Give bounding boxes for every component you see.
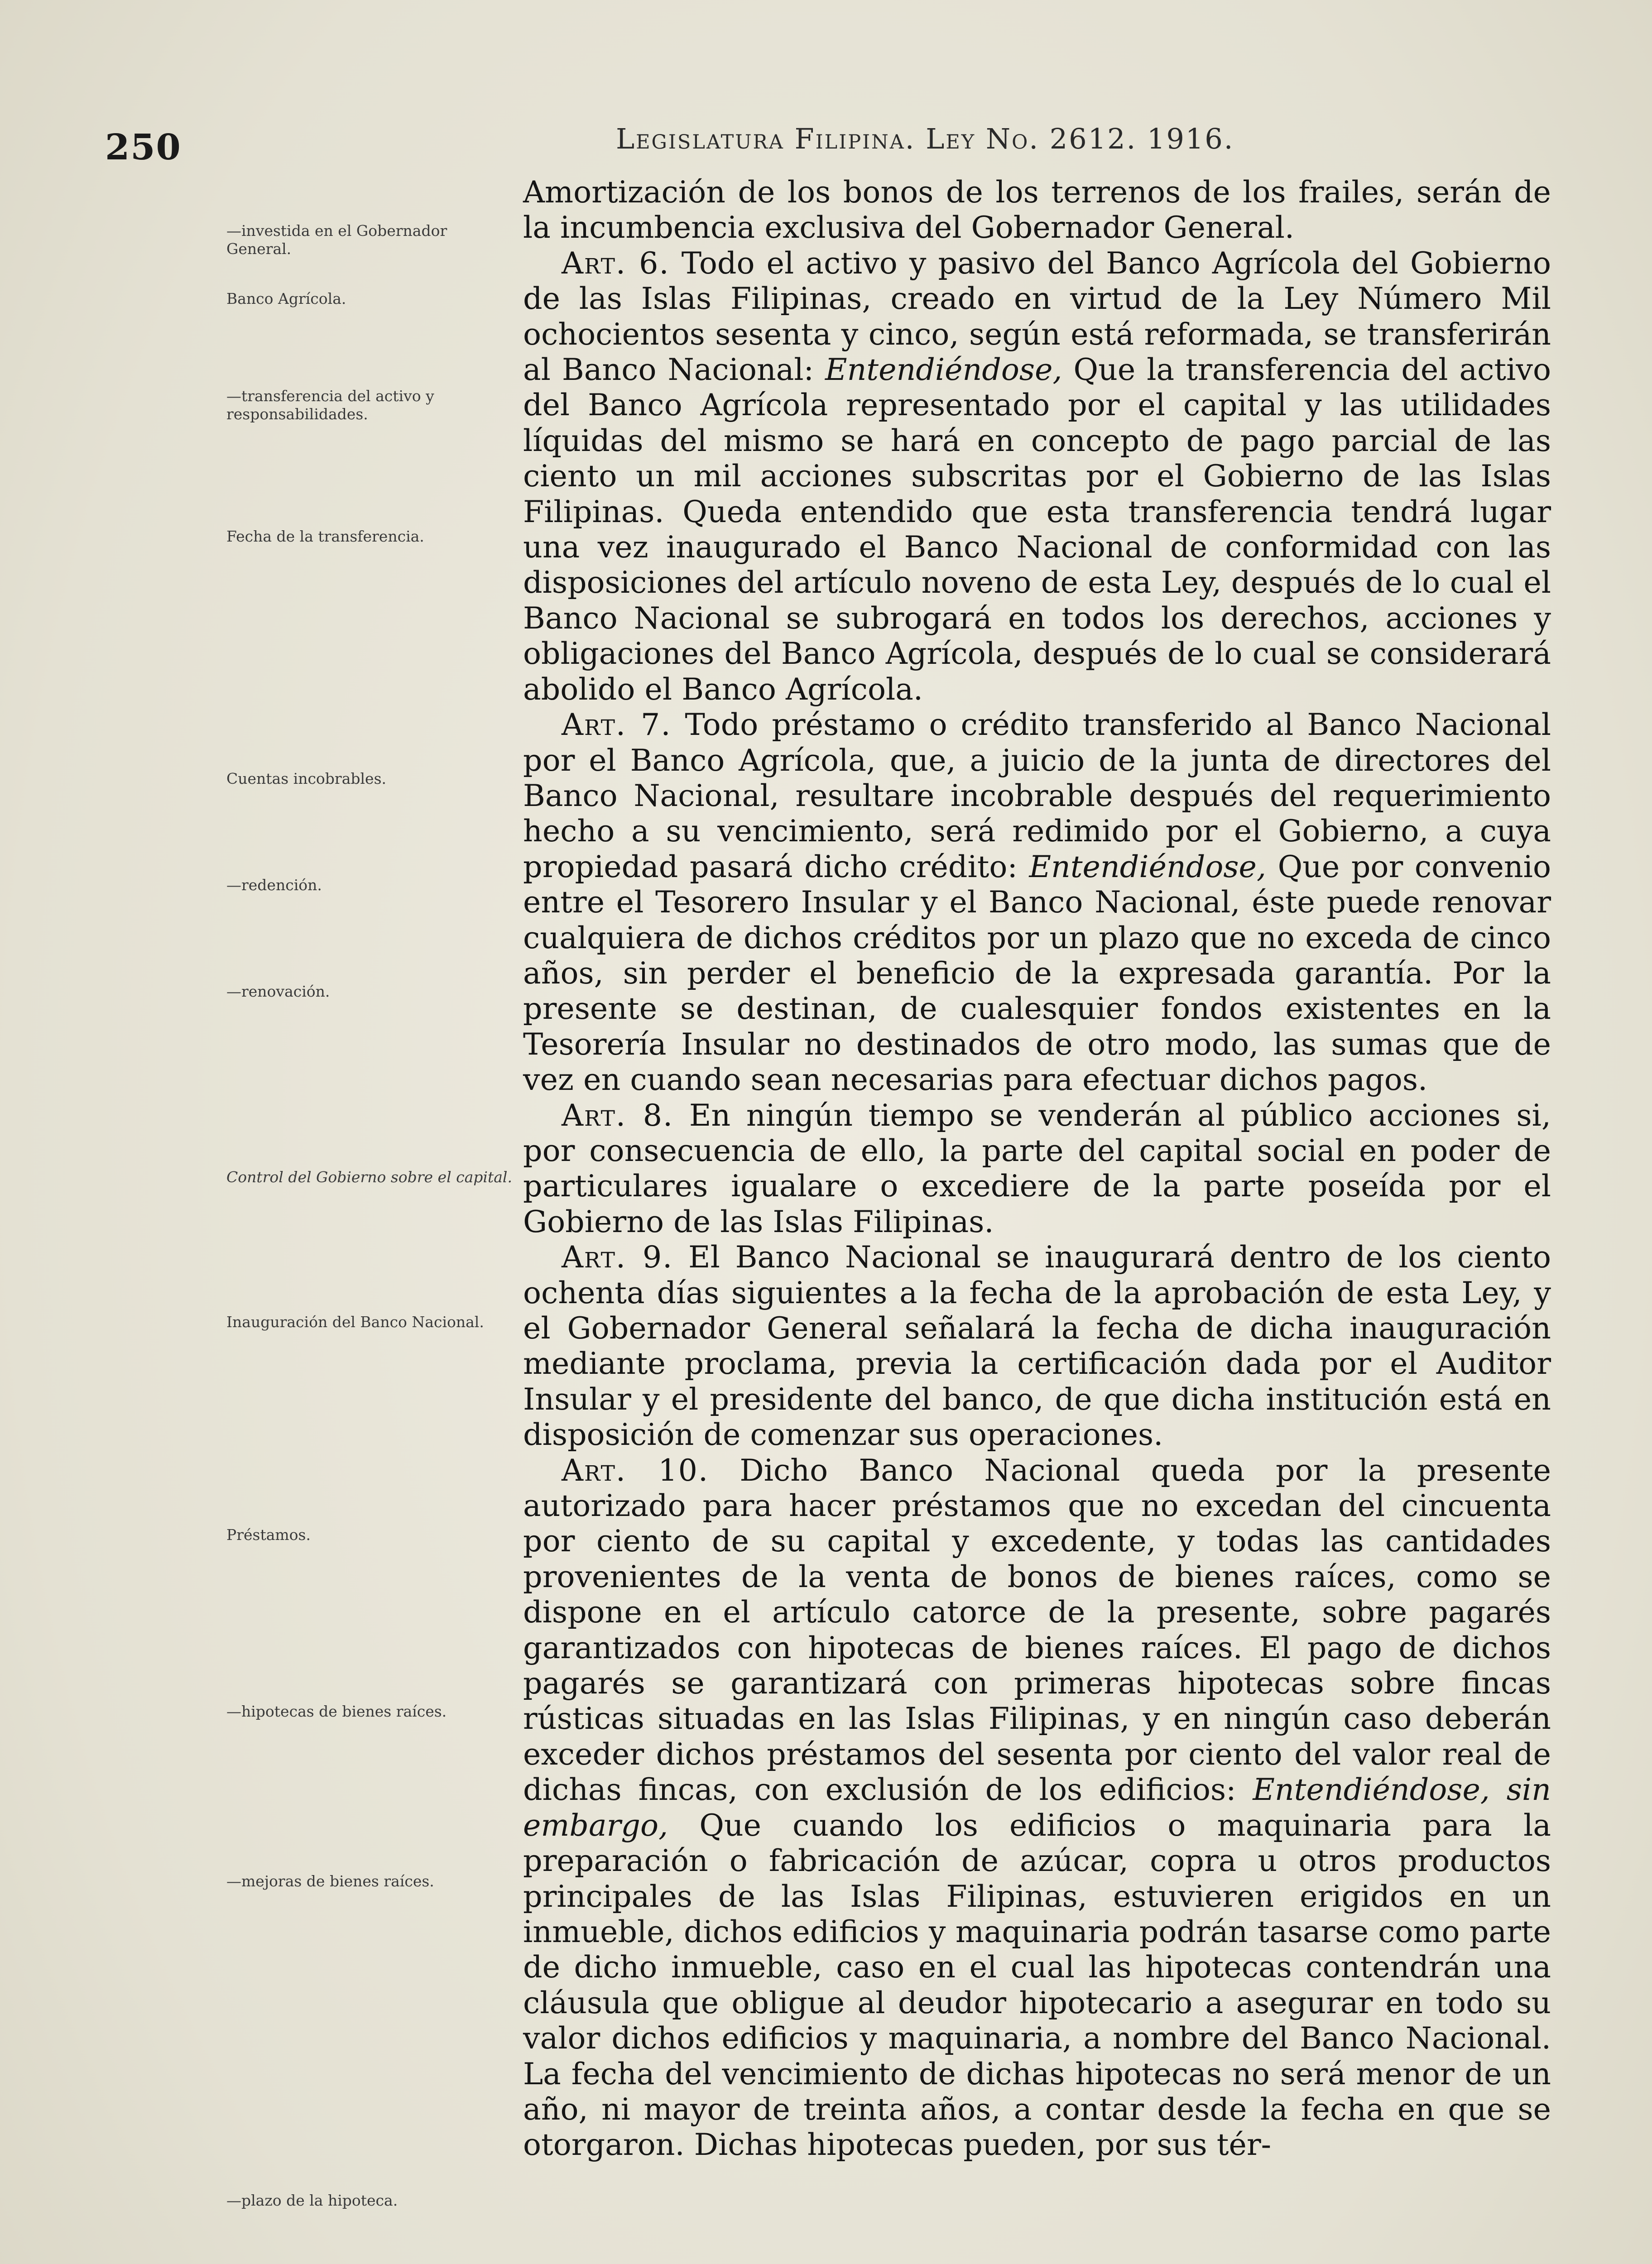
paragraph-art-6 [523, 245, 1551, 707]
article-label: Art. 9. [562, 1239, 673, 1275]
article-label: Art. 7. [562, 707, 672, 743]
paragraph-text: Amortización de los bonos de los terrenos de los frailes, serán de la incumbencia exclusiva del Gobernador General. [523, 174, 1551, 245]
margin-note: —plazo de la hipoteca. [226, 2192, 398, 2209]
margin-note: Préstamos. [226, 1526, 311, 1544]
paragraph-intro [523, 174, 1551, 245]
paragraph-text: Dicho Banco Nacional queda por la presente autorizado para hacer préstamos que no excedan del cincuenta por ciento de su capital y excedente, y todas las cantidades provenientes de la venta de bonos de bienes raíces, como se dispone en el artículo catorce de la presente, sobre pagarés garantizados con hipotecas de bienes raíces. El pago de dichos pagarés se garantizará con primeras hipotecas sobre fincas rústicas situadas en las Islas Filipinas, y en ningún caso deberán exceder dichos préstamos del sesenta por ciento del valor real de dichas fincas, con exclusión de los edificios: [523, 1452, 1551, 1808]
margin-note: Banco Agrícola. [226, 290, 346, 307]
margin-note: —investida en el Gobernador General. [226, 222, 447, 258]
paragraph-text: Que la transferencia del activo del Banco Agrícola representado por el capital y las utilidades líquidas del mismo se hará en concepto de pago parcial de las ciento un mil acciones subscritas por el Gobierno de las Islas Filipinas. Queda entendido que esta transferencia tendrá lugar una vez inaugurado el Banco Nacional de conformidad con las disposiciones del artículo noveno de esta Ley, después de lo cual el Banco Nacional se subrogará en todos los derechos, acciones y obligaciones del Banco Agrícola, después de lo cual se considerará abolido el Banco Agrícola. [523, 352, 1551, 707]
emphasis-text: Entendiéndose, [1029, 849, 1266, 884]
margin-note: —transferencia del activo y responsabilidades. [226, 387, 434, 423]
margin-note: —renovación. [226, 983, 330, 1000]
page-number: 250 [105, 127, 182, 168]
margin-note: Cuentas incobrables. [226, 770, 387, 787]
article-label: Art. 8. [562, 1097, 674, 1133]
paragraph-text: Que por convenio entre el Tesorero Insular y el Banco Nacional, éste puede renovar cualquiera de dichos créditos por un plazo que no exceda de cinco años, sin perder el beneficio de la expresada garantía. Por la presente se destinan, de cualesquier fondos existentes en la Tesorería Insular no destinados de otro modo, las sumas que de vez en cuando sean necesarias para efectuar dichos pagos. [523, 849, 1551, 1098]
body-text [523, 174, 1551, 2163]
running-head: Legislatura Filipina. Ley No. 2612. 1916. [616, 122, 1234, 155]
paragraph-art-7 [523, 707, 1551, 1097]
emphasis-text: Entendiéndose, [825, 352, 1062, 388]
margin-note: —redención. [226, 876, 322, 894]
emphasis-text: Entendiéndose, sin embargo, [523, 1772, 1551, 1843]
paragraph-text: Todo el activo y pasivo del Banco Agrícola del Gobierno de las Islas Filipinas, creado en virtud de la Ley Número Mil ochocientos sesenta y cinco, según está reformada, se transferirán al Banco Nacional: [523, 245, 1551, 388]
paragraph-text: Todo préstamo o crédito transferido al Banco Nacional por el Banco Agrícola, que, a juicio de la junta de directores del Banco Nacional, resultare incobrable después del requerimiento hecho a su vencimiento, será redimido por el Gobierno, a cuya propiedad pasará dicho crédito: [523, 707, 1551, 884]
paragraph-art-8 [523, 1098, 1551, 1240]
margin-note: —hipotecas de bienes raíces. [226, 1703, 447, 1720]
paragraph-art-9 [523, 1239, 1551, 1452]
article-label: Art. 10. [562, 1452, 709, 1488]
margin-note: Fecha de la transferencia. [226, 528, 424, 545]
paragraph-text: El Banco Nacional se inaugurará dentro de los ciento ochenta días siguientes a la fecha de la aprobación de esta Ley, y el Gobernador General señalará la fecha de dicha inauguración mediante proclama, previa la certificación dada por el Auditor Insular y el presidente del banco, de que dicha institución está en disposición de comenzar sus operaciones. [523, 1239, 1551, 1453]
article-label: Art. 6. [562, 245, 670, 281]
margin-note: —mejoras de bienes raíces. [226, 1872, 434, 1890]
paragraph-art-10 [523, 1453, 1551, 2163]
paragraph-text: En ningún tiempo se venderán al público acciones si, por consecuencia de ello, la parte del capital social en poder de particulares igualare o excediere de la parte poseída por el Gobierno de las Islas Filipinas. [523, 1097, 1551, 1239]
paragraph-text: Que cuando los edificios o maquinaria para la preparación o fabricación de azúcar, copra u otros productos principales de las Islas Filipinas, estuvieren erigidos en un inmueble, dichos edificios y maquinaria podrán tasarse como parte de dicho inmueble, caso en el cual las hipotecas contendrán una cláusula que obligue al deudor hipotecario a asegurar en todo su valor dichos edificios y maquinaria, a nombre del Banco Nacional. La fecha del vencimiento de dichas hipotecas no será menor de un año, ni mayor de treinta años, a contar desde la fecha en que se otorgaron. Dichas hipotecas pueden, por sus tér- [523, 1807, 1551, 2163]
margin-note: Inauguración del Banco Nacional. [226, 1313, 484, 1331]
margin-note: Control del Gobierno sobre el capital. [226, 1168, 512, 1186]
